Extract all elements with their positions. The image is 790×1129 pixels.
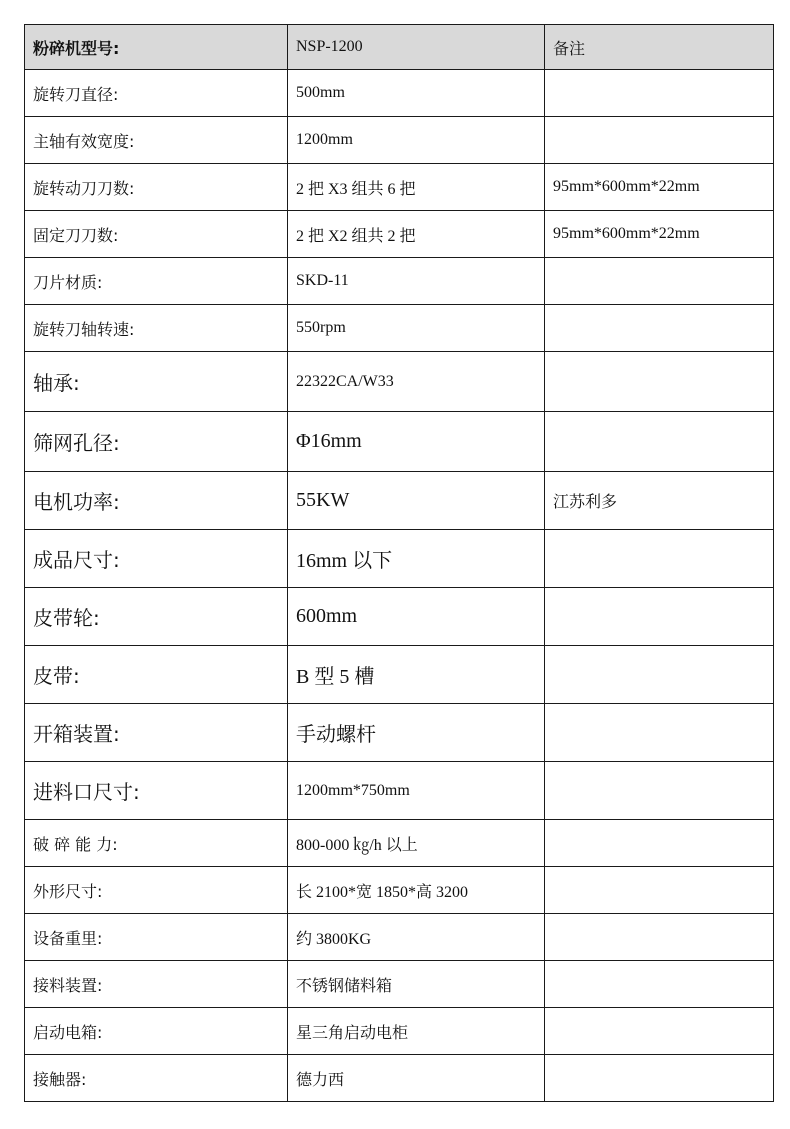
row-note	[545, 914, 774, 961]
row-value: 德力西	[288, 1055, 545, 1102]
header-note-label: 备注	[545, 25, 774, 70]
table-row	[25, 164, 774, 211]
row-note	[545, 412, 774, 472]
row-value: 长 2100*宽 1850*高 3200	[288, 867, 545, 914]
row-label: 轴承:	[25, 352, 288, 412]
row-note: 江苏利多	[545, 472, 774, 530]
row-note	[545, 530, 774, 588]
row-value: 星三角启动电柜	[288, 1008, 545, 1055]
table-row	[25, 530, 774, 588]
row-label: 开箱装置:	[25, 704, 288, 762]
row-note	[545, 867, 774, 914]
row-value: 约 3800KG	[288, 914, 545, 961]
row-value: 2 把 X3 组共 6 把	[288, 164, 545, 211]
table-row	[25, 588, 774, 646]
row-value: 16mm 以下	[288, 530, 545, 588]
row-label: 筛网孔径:	[25, 412, 288, 472]
row-value: 不锈钢储料箱	[288, 961, 545, 1008]
table-row	[25, 1008, 774, 1055]
row-note	[545, 1055, 774, 1102]
table-row	[25, 762, 774, 820]
row-label: 设备重里:	[25, 914, 288, 961]
row-note	[545, 646, 774, 704]
row-note	[545, 704, 774, 762]
row-label: 启动电箱:	[25, 1008, 288, 1055]
row-value: Φ16mm	[288, 412, 545, 472]
row-value: 800-000 ㎏/h 以上	[288, 820, 545, 867]
row-label: 成品尺寸:	[25, 530, 288, 588]
table-row	[25, 704, 774, 762]
row-label: 旋转动刀刀数:	[25, 164, 288, 211]
row-label: 破 碎 能 力:	[25, 820, 288, 867]
row-label: 外形尺寸:	[25, 867, 288, 914]
row-label: 电机功率:	[25, 472, 288, 530]
row-note: 95mm*600mm*22mm	[545, 164, 774, 211]
row-value: 1200mm	[288, 117, 545, 164]
row-label: 接触器:	[25, 1055, 288, 1102]
table-row	[25, 914, 774, 961]
table-row	[25, 412, 774, 472]
table-row	[25, 258, 774, 305]
row-note	[545, 117, 774, 164]
table-row	[25, 820, 774, 867]
table-row	[25, 646, 774, 704]
row-note	[545, 961, 774, 1008]
row-value: 1200mm*750mm	[288, 762, 545, 820]
table-row	[25, 117, 774, 164]
header-model-value: NSP-1200	[288, 25, 545, 70]
row-note	[545, 762, 774, 820]
table-row	[25, 211, 774, 258]
row-note	[545, 352, 774, 412]
spec-table	[24, 24, 774, 1102]
row-label: 进料口尺寸:	[25, 762, 288, 820]
row-value: 2 把 X2 组共 2 把	[288, 211, 545, 258]
table-header-row	[25, 25, 774, 70]
row-label: 固定刀刀数:	[25, 211, 288, 258]
table-row	[25, 867, 774, 914]
row-value: 55KW	[288, 472, 545, 530]
row-label: 接料装置:	[25, 961, 288, 1008]
row-note	[545, 1008, 774, 1055]
row-note: 95mm*600mm*22mm	[545, 211, 774, 258]
row-note	[545, 588, 774, 646]
row-label: 皮带轮:	[25, 588, 288, 646]
table-row	[25, 472, 774, 530]
row-value: 500mm	[288, 70, 545, 117]
row-label: 旋转刀轴转速:	[25, 305, 288, 352]
row-value: 550rpm	[288, 305, 545, 352]
table-row	[25, 1055, 774, 1102]
row-note	[545, 305, 774, 352]
row-value: B 型 5 槽	[288, 646, 545, 704]
table-row	[25, 961, 774, 1008]
table-row	[25, 352, 774, 412]
row-value: 手动螺杆	[288, 704, 545, 762]
row-note	[545, 70, 774, 117]
row-value: 600mm	[288, 588, 545, 646]
row-label: 皮带:	[25, 646, 288, 704]
header-model-label: 粉碎机型号:	[25, 25, 288, 70]
row-value: 22322CA/W33	[288, 352, 545, 412]
row-note	[545, 820, 774, 867]
row-label: 刀片材质:	[25, 258, 288, 305]
row-value: SKD-11	[288, 258, 545, 305]
row-label: 旋转刀直径:	[25, 70, 288, 117]
row-label: 主轴有效宽度:	[25, 117, 288, 164]
row-note	[545, 258, 774, 305]
table-row	[25, 305, 774, 352]
table-row	[25, 70, 774, 117]
